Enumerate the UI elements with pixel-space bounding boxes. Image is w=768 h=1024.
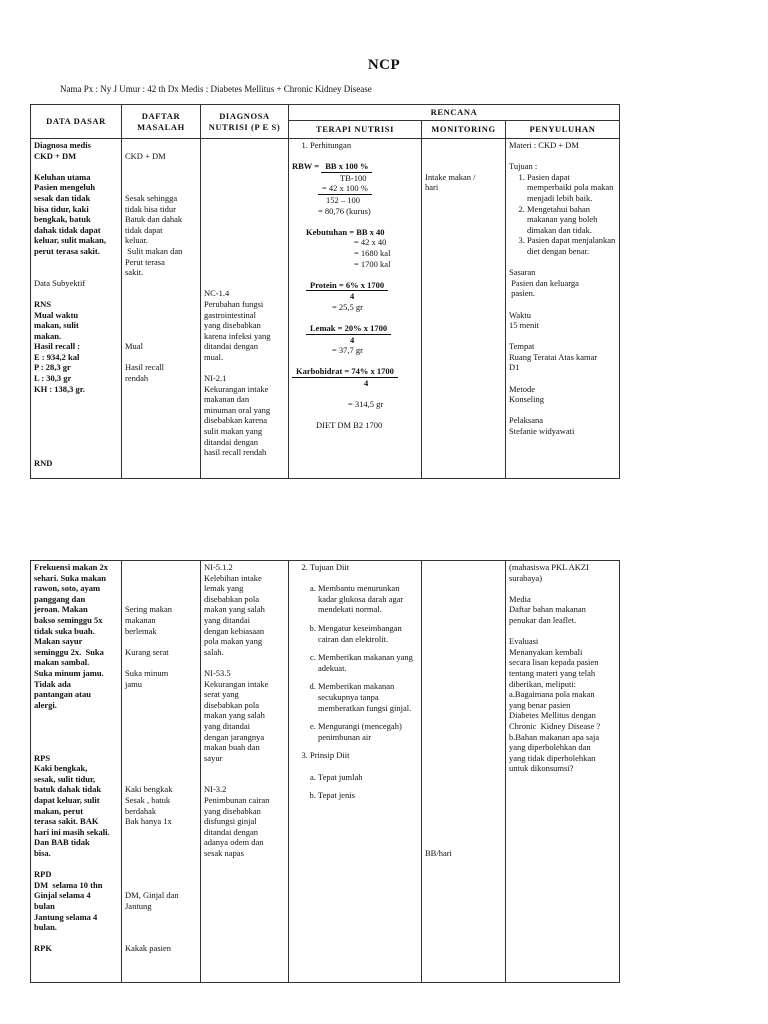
- diagnosa-line: yang disebabkan: [204, 320, 261, 331]
- penyuluhan-line: 15 menit: [509, 320, 539, 331]
- data-dasar-line: makan.: [34, 330, 62, 341]
- diagnosa-line: [204, 657, 285, 668]
- diagnosa-line: mual.: [204, 351, 224, 362]
- diagnosa-line: Kelebihan intake: [204, 572, 262, 583]
- data-dasar-line: pantangan atau: [34, 689, 91, 700]
- diagnosa-line: disebabkan pola: [204, 593, 259, 604]
- daftar-masalah-line: [125, 880, 197, 891]
- cell-terapi-nutrisi: [289, 139, 422, 479]
- tujuan-diit-item: b. Mengatur keseimbangan cairan dan elektrolit.: [318, 623, 418, 644]
- data-dasar-line: [34, 933, 118, 944]
- data-dasar-line: Tidak ada: [34, 678, 71, 689]
- penyuluhan-line: penukar dan leaflet.: [509, 614, 577, 625]
- penyuluhan-line: [509, 299, 616, 310]
- karbohidrat-den: 4: [364, 378, 369, 389]
- data-dasar-line: sesak dan tidak: [34, 192, 91, 203]
- diagnosa-line: ditandai dengan: [204, 341, 259, 352]
- diagnosa-line: hasil recall rendah: [204, 447, 267, 458]
- diagnosa-line: [204, 182, 285, 193]
- lemak-result: = 37,7 gr: [332, 345, 363, 356]
- daftar-masalah-line: [125, 331, 197, 342]
- diagnosa-line: adanya odem dan: [204, 837, 264, 848]
- penyuluhan-line: D1: [509, 362, 520, 373]
- ncp-table-page2: [30, 560, 620, 983]
- penyuluhan-line: [509, 583, 616, 594]
- penyuluhan-line: tentang materi yang telah: [509, 667, 596, 678]
- tujuan-item: 2. Mengetahui bahan makanan yang boleh dimakan dan tidak.: [527, 204, 616, 236]
- daftar-masalah-line: jamu: [125, 678, 142, 689]
- daftar-masalah-line: [125, 288, 197, 299]
- daftar-masalah-line: [125, 827, 197, 838]
- diagnosa-line: dengan kebiasaan: [204, 625, 265, 636]
- diagnosa-line: [204, 774, 285, 785]
- daftar-masalah-line: [125, 912, 197, 923]
- penyuluhan-line: Evaluasi: [509, 636, 539, 647]
- diagnosa-line: salah.: [204, 646, 224, 657]
- penyuluhan-line: [509, 405, 616, 416]
- diagnosa-line: pola makan yang: [204, 636, 263, 647]
- cell-daftar-masalah: [122, 139, 201, 479]
- penyuluhan-line: yang benar pasien: [509, 699, 571, 710]
- data-dasar-line: [34, 447, 118, 458]
- penyuluhan-line: Metode: [509, 383, 535, 394]
- daftar-masalah-line: CKD + DM: [125, 150, 166, 161]
- data-dasar-line: [34, 288, 118, 299]
- daftar-masalah-line: Jantung: [125, 901, 152, 911]
- header-data-dasar: DATA DASAR: [31, 105, 122, 139]
- diagnosa-line: Perubahan fungsi: [204, 298, 264, 309]
- penyuluhan-line: [509, 331, 616, 342]
- prinsip-diit-label: 3. Prinsip Diit: [310, 750, 418, 761]
- daftar-masalah-line: [125, 583, 197, 594]
- diagnosa-line: [204, 151, 285, 162]
- data-dasar-line: RPD: [34, 869, 52, 880]
- diagnosa-line: [204, 161, 285, 172]
- tujuan-diit-item: e. Mengurangi (mencegah) penimbunan air: [318, 721, 418, 742]
- diagnosa-line: [204, 214, 285, 225]
- diagnosa-line: [204, 172, 285, 183]
- diagnosa-line: disebabkan pola: [204, 699, 259, 710]
- diagnosa-line: [204, 204, 285, 215]
- daftar-masalah-line: berdahak: [125, 805, 157, 816]
- tujuan-item: 3. Pasien dapat menjalankan diet dengan benar.: [527, 235, 616, 256]
- daftar-masalah-line: [125, 636, 197, 647]
- diagnosa-line: dengan jarangnya: [204, 731, 265, 742]
- protein-result: = 25,5 gr: [332, 301, 363, 312]
- data-dasar-line: Dan BAB tidak: [34, 837, 90, 848]
- prinsip-diit-list: [292, 772, 418, 801]
- daftar-masalah-line: [125, 562, 197, 573]
- data-dasar-line: dahak tidak dapat: [34, 224, 101, 235]
- diagnosa-line: karena infeksi yang: [204, 330, 271, 341]
- data-dasar-line: L : 30,3 gr: [34, 373, 72, 384]
- penyuluhan-line: untuk dikonsumsi?: [509, 763, 574, 774]
- data-dasar-line: Diagnosa medis: [34, 140, 91, 150]
- monitoring-bb: BB/hari: [425, 848, 452, 858]
- data-dasar-line: [34, 721, 118, 732]
- daftar-masalah-line: keluar.: [125, 235, 148, 246]
- daftar-masalah-line: Sulit makan dan: [125, 245, 183, 256]
- monitoring-line: [425, 140, 502, 151]
- daftar-masalah-line: Suka minum: [125, 667, 169, 678]
- rbw-line2: = 42 x 100 %: [318, 183, 372, 195]
- daftar-masalah-line: [125, 657, 197, 668]
- data-dasar-line: Kaki bengkak,: [34, 763, 88, 774]
- data-dasar-line: [34, 267, 118, 278]
- monitoring-line: hari: [425, 182, 439, 193]
- penyuluhan-line: [509, 626, 616, 637]
- diagnosa-line: ditandai dengan: [204, 826, 259, 837]
- monitoring-line: [425, 151, 502, 162]
- diagnosa-line: disebabkan karena: [204, 415, 268, 426]
- protein-label: Protein = 6% x 1700: [306, 280, 388, 292]
- perhitungan-label: 1. Perhitungan: [310, 140, 418, 151]
- cell-monitoring: [422, 139, 506, 479]
- diagnosa-line: NI-53.5: [204, 667, 231, 678]
- daftar-masalah-line: [125, 310, 197, 321]
- diagnosa-line: sulit makan yang: [204, 426, 263, 437]
- rbw-label: RBW =: [292, 161, 320, 172]
- data-dasar-line: [34, 710, 118, 721]
- data-dasar-line: rawon, soto, ayam: [34, 583, 101, 594]
- data-dasar-line: bulan.: [34, 922, 57, 933]
- diagnosa-line: [204, 193, 285, 204]
- data-dasar-line: Keluhan utama: [34, 171, 91, 182]
- daftar-masalah-line: makanan: [125, 614, 156, 625]
- kebutuhan-line1: = 42 x 40: [354, 237, 387, 248]
- penyuluhan-line: b.Bahan makanan apa saja: [509, 731, 600, 742]
- daftar-masalah-line: [125, 710, 197, 721]
- patient-info: Nama Px : Ny J Umur : 42 th Dx Medis : Diabetes Mellitus + Chronic Kidney Disease: [60, 84, 372, 94]
- karbohidrat-label: Karbohidrat = 74% x 1700: [292, 366, 398, 378]
- data-dasar-line: jeroan. Makan: [34, 604, 88, 615]
- penyuluhan-line: secara lisan kepada pasien: [509, 657, 599, 668]
- tujuan-diit-label: 2. Tujuan Diit: [310, 562, 418, 573]
- lemak-label: Lemak = 20% x 1700: [306, 323, 391, 335]
- data-dasar-line: bakso seminggu 5x: [34, 614, 103, 625]
- daftar-masalah-line: [125, 837, 197, 848]
- data-dasar-line: DM selama 10 thn: [34, 879, 103, 890]
- rbw-line3: = 80,76 (kurus): [318, 205, 371, 216]
- penyuluhan-line: (mahasiswa PKL AKZI: [509, 562, 589, 572]
- daftar-masalah-line: tidak bisa tidur: [125, 203, 176, 214]
- page-title: NCP: [367, 57, 401, 73]
- data-dasar-line: bengkak, batuk: [34, 214, 91, 225]
- daftar-masalah-line: [125, 278, 197, 289]
- penyuluhan-line: Sasaran: [509, 267, 536, 278]
- diagnosa-line: makanan dan: [204, 394, 250, 405]
- penyuluhan-line: Media: [509, 593, 531, 604]
- cell-penyuluhan-2: [506, 561, 620, 983]
- diagnosa-line: NI-5.1.2: [204, 562, 233, 572]
- diagnosa-line: [204, 267, 285, 278]
- daftar-masalah-line: [125, 689, 197, 700]
- daftar-masalah-line: Hasil recall: [125, 362, 164, 373]
- data-dasar-line: [34, 405, 118, 416]
- prinsip-diit-item: a. Tepat jumlah: [318, 772, 418, 783]
- daftar-masalah-line: Bak hanya 1x: [125, 816, 172, 827]
- rbw-line2-den: 152 – 100: [326, 194, 360, 205]
- diagnosa-line: Kekurangan intake: [204, 678, 269, 689]
- penyuluhan-line: Materi : CKD + DM: [509, 140, 579, 150]
- daftar-masalah-line: rendah: [125, 373, 149, 384]
- tujuan-diit-item: c. Memberikan makanan yang adekuat.: [318, 652, 418, 673]
- daftar-masalah-line: [125, 573, 197, 584]
- monitoring-line: [425, 161, 502, 172]
- diagnosa-line: disfungsi ginjal: [204, 816, 257, 827]
- penyuluhan-line: diberikan, meliputi:: [509, 678, 577, 689]
- diagnosa-line: NI-2.1: [204, 373, 227, 384]
- daftar-masalah-line: [125, 594, 197, 605]
- cell-diagnosa: [201, 139, 289, 479]
- data-dasar-line: Mual waktu: [34, 309, 79, 320]
- daftar-masalah-line: [125, 182, 197, 193]
- daftar-masalah-line: berlemak: [125, 625, 157, 636]
- header-daftar-masalah: DAFTAR MASALAH: [122, 105, 201, 139]
- diagnosa-line: makan yang salah: [204, 604, 265, 615]
- daftar-masalah-line: [125, 922, 197, 933]
- penyuluhan-line: [509, 151, 616, 162]
- daftar-masalah-line: [125, 172, 197, 183]
- penyuluhan-line: Waktu: [509, 309, 531, 320]
- rbw-denominator: TB-100: [340, 172, 367, 183]
- diagnosa-line: [204, 246, 285, 257]
- daftar-masalah-line: DM, Ginjal dan: [125, 890, 179, 901]
- diagnosa-line: minuman oral yang: [204, 404, 271, 415]
- data-dasar-line: perut terasa sakit.: [34, 245, 100, 256]
- daftar-masalah-line: [125, 753, 197, 764]
- diagnosa-line: NI-3.2: [204, 784, 227, 795]
- diagnosa-line: lemak yang: [204, 583, 244, 594]
- data-dasar-line: [34, 732, 118, 743]
- data-dasar-line: keluar, sulit makan,: [34, 235, 106, 246]
- tujuan-diit-list: [292, 583, 418, 742]
- data-dasar-line: [34, 161, 118, 172]
- data-dasar-line: [34, 257, 118, 268]
- data-dasar-line: bulan: [34, 901, 55, 911]
- diagnosa-line: serat yang: [204, 689, 239, 700]
- data-dasar-line: terasa sakit. BAK: [34, 816, 99, 827]
- header-monitoring: MONITORING: [422, 121, 506, 139]
- daftar-masalah-line: [125, 859, 197, 870]
- daftar-masalah-line: Batuk dan dahak: [125, 214, 183, 225]
- data-dasar-line: [34, 437, 118, 448]
- daftar-masalah-line: Sesak , batuk: [125, 795, 171, 806]
- data-dasar-line: sehari. Suka makan: [34, 572, 107, 583]
- daftar-masalah-line: Kurang serat: [125, 646, 169, 657]
- daftar-masalah-line: [125, 721, 197, 732]
- diagnosa-line: makan buah dan: [204, 742, 260, 753]
- data-dasar-line: Pasien mengeluh: [34, 182, 96, 193]
- daftar-masalah-line: Kaki bengkak: [125, 784, 173, 795]
- header-diagnosa-nutrisi: DIAGNOSA NUTRISI (P E S): [201, 105, 289, 139]
- data-dasar-line: RND: [34, 457, 53, 468]
- data-dasar-line: [34, 415, 118, 426]
- daftar-masalah-line: tidak dapat: [125, 224, 163, 235]
- diagnosa-line: Penimbunan cairan: [204, 795, 270, 806]
- data-dasar-line: [34, 426, 118, 437]
- data-dasar-line: CKD + DM: [34, 150, 77, 161]
- cell-monitoring-2: [422, 561, 506, 983]
- diagnosa-line: [204, 362, 285, 373]
- tujuan-diit-item: d. Memberikan makanan secukupnya tanpa memberatkan fungsi ginjal.: [318, 681, 418, 713]
- data-dasar-line: E : 934,2 kal: [34, 351, 80, 362]
- data-dasar-line: makan, perut: [34, 805, 84, 816]
- cell-diagnosa-2: [201, 561, 289, 983]
- penyuluhan-line: yang diperbolehkan dan: [509, 742, 591, 753]
- diet-label: DIET DM B2 1700: [316, 420, 383, 431]
- diagnosa-line: Kekurangan intake: [204, 383, 269, 394]
- penyuluhan-line: Daftar bahan makanan: [509, 604, 586, 615]
- diagnosa-line: [204, 140, 285, 151]
- penyuluhan-line: Ruang Teratai Atas kamar: [509, 351, 598, 362]
- penyuluhan-line: Stefanie widyawati: [509, 426, 575, 437]
- data-dasar-line: hari ini masih sekali.: [34, 826, 110, 837]
- lemak-den: 4: [350, 334, 355, 345]
- diagnosa-line: yang disebabkan: [204, 805, 261, 816]
- data-dasar-line: P : 28,3 gr: [34, 362, 71, 373]
- daftar-masalah-line: [125, 774, 197, 785]
- cell-penyuluhan: [506, 139, 620, 479]
- penyuluhan-line: Pelaksana: [509, 415, 543, 426]
- data-dasar-line: Jantung selama 4: [34, 911, 98, 922]
- data-dasar-line: Frekuensi makan 2x: [34, 562, 108, 572]
- data-dasar-line: makan sambal.: [34, 657, 90, 668]
- cell-daftar-masalah-2: [122, 561, 201, 983]
- penyuluhan-line: [509, 373, 616, 384]
- daftar-masalah-line: [125, 933, 197, 944]
- data-dasar-line: Makan sayur: [34, 636, 83, 647]
- data-dasar-line: Hasil recall :: [34, 341, 81, 352]
- diagnosa-line: [204, 257, 285, 268]
- cell-data-dasar: [31, 139, 122, 479]
- data-dasar-line: Ginjal selama 4: [34, 890, 91, 901]
- monitoring-line: Intake makan /: [425, 171, 476, 182]
- data-dasar-line: bisa tidur, kaki: [34, 203, 89, 214]
- data-dasar-line: RPS: [34, 752, 51, 763]
- data-dasar-line: bisa.: [34, 848, 51, 859]
- diagnosa-line: yang ditandai: [204, 614, 251, 625]
- diagnosa-line: [204, 278, 285, 289]
- penyuluhan-line: Chronic Kidney Disease ?: [509, 720, 601, 731]
- data-dasar-line: alergi.: [34, 699, 57, 710]
- kebutuhan-line3: = 1700 kal: [354, 258, 391, 269]
- header-rencana: RENCANA: [289, 105, 620, 121]
- daftar-masalah-line: [125, 161, 197, 172]
- tujuan-item: 1. Pasien dapat memperbaiki pola makan menjadi lebih baik.: [527, 172, 616, 204]
- data-dasar-line: batuk dahak tidak: [34, 784, 102, 795]
- data-dasar-line: dapat keluar, sulit: [34, 795, 100, 806]
- daftar-masalah-line: Kakak pasien: [125, 943, 172, 954]
- daftar-masalah-line: [125, 869, 197, 880]
- daftar-masalah-line: [125, 352, 197, 363]
- tujuan-list: [509, 172, 616, 257]
- daftar-masalah-line: [125, 742, 197, 753]
- diagnosa-line: ditandai dengan: [204, 436, 259, 447]
- data-dasar-line: Data Subyektif: [34, 277, 86, 288]
- diagnosa-line: sayur: [204, 752, 223, 763]
- kebutuhan-line2: = 1680 kal: [354, 247, 391, 258]
- data-dasar-line: [34, 394, 118, 405]
- diagnosa-line: [204, 235, 285, 246]
- penyuluhan-line: Tujuan :: [509, 161, 538, 172]
- diagnosa-line: makan yang salah: [204, 710, 265, 721]
- cell-data-dasar-2: [31, 561, 122, 983]
- data-dasar-line: [34, 742, 118, 753]
- data-dasar-line: seminggu 2x. Suka: [34, 646, 104, 657]
- data-dasar-line: KH : 138,3 gr.: [34, 383, 85, 394]
- daftar-masalah-line: Sering makan: [125, 604, 172, 615]
- penyuluhan-line: a.Bagaimana pola makan: [509, 689, 595, 700]
- daftar-masalah-line: Mual: [125, 341, 143, 352]
- data-dasar-line: Suka minum jamu.: [34, 667, 104, 678]
- penyuluhan-line: Pasien dan keluarga: [509, 277, 579, 288]
- diagnosa-line: NC-1.4: [204, 288, 230, 299]
- daftar-masalah-line: sakit.: [125, 267, 144, 278]
- kebutuhan-label: Kebutuhan = BB x 40: [306, 226, 385, 237]
- diagnosa-line: gastrointestinal: [204, 309, 256, 320]
- karbohidrat-result: = 314,5 gr: [348, 399, 384, 410]
- penyuluhan-line: [509, 257, 616, 268]
- daftar-masalah-line: [125, 320, 197, 331]
- daftar-masalah-line: [125, 732, 197, 743]
- data-dasar-line: panggang dan: [34, 593, 86, 604]
- penyuluhan-line: pasien.: [509, 288, 535, 299]
- daftar-masalah-line: [125, 848, 197, 859]
- diagnosa-line: [204, 225, 285, 236]
- diagnosa-line: yang ditandai: [204, 720, 251, 731]
- penyuluhan-line: surabaya): [509, 572, 543, 583]
- penyuluhan-line: Konseling: [509, 394, 544, 405]
- data-dasar-line: RPK: [34, 943, 52, 954]
- daftar-masalah-line: Perut terasa: [125, 256, 165, 267]
- data-dasar-line: [34, 859, 118, 870]
- header-penyuluhan: PENYULUHAN: [506, 121, 620, 139]
- daftar-masalah-line: Sesak sehingga: [125, 192, 178, 203]
- daftar-masalah-line: [125, 299, 197, 310]
- diagnosa-line: [204, 763, 285, 774]
- penyuluhan-line: yang tidak diperbolehkan: [509, 752, 596, 763]
- penyuluhan-line: Tempat: [509, 341, 535, 352]
- tujuan-diit-item: a. Membantu menurunkan kadar glukosa darah agar mendekati normal.: [318, 583, 418, 615]
- daftar-masalah-line: [125, 700, 197, 711]
- cell-terapi-nutrisi-2: [289, 561, 422, 983]
- header-terapi-nutrisi: TERAPI NUTRISI: [289, 121, 422, 139]
- data-dasar-line: RNS: [34, 298, 52, 309]
- diagnosa-line: sesak napas: [204, 848, 244, 859]
- ncp-table-page1: [30, 104, 620, 479]
- daftar-masalah-line: [125, 140, 197, 151]
- penyuluhan-line: Menanyakan kembali: [509, 646, 583, 657]
- data-dasar-line: tidak suka buah.: [34, 625, 95, 636]
- protein-den: 4: [350, 291, 355, 302]
- rbw-formula: BB x 100 %: [321, 161, 372, 173]
- prinsip-diit-item: b. Tepat jenis: [318, 790, 418, 801]
- penyuluhan-line: Diabetes Mellitus dengan: [509, 710, 596, 721]
- data-dasar-line: makan, sulit: [34, 320, 79, 331]
- data-dasar-line: sesak, sulit tidur,: [34, 773, 96, 784]
- daftar-masalah-line: [125, 763, 197, 774]
